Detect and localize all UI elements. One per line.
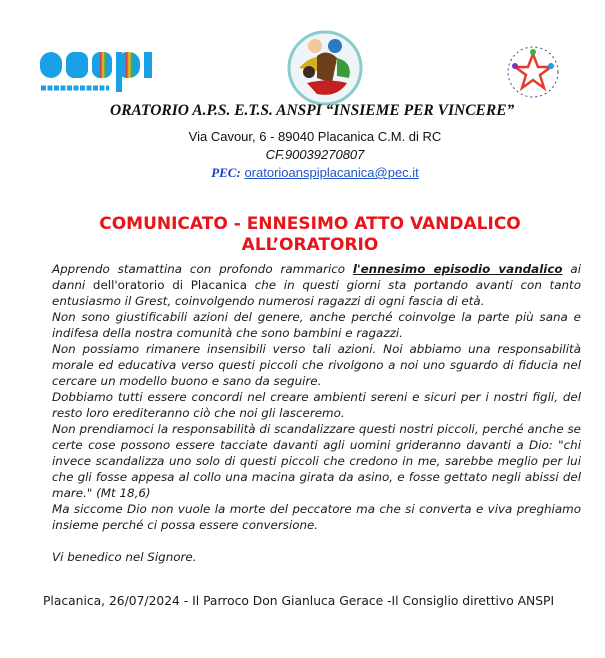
paragraph: Ma siccome Dio non vuole la morte del peccatore ma che si converta e viva preghiamo insieme perché ci possa essere conversione.	[52, 502, 581, 532]
paragraph: Non sono giustificabili azioni del genere, anche perché coinvolge la parte più sana e indifesa della nostra comunità che sono bambini e ragazzi.	[52, 310, 581, 340]
anspi-logo	[38, 44, 158, 96]
title-line-1: COMUNICATO - ENNESIMO ATTO VANDALICO	[99, 214, 521, 234]
pec-line	[150, 165, 480, 181]
paragraph: Dobbiamo tutti essere concordi nel creare ambienti sereni e sicuri per i nostri figli, del resto loro erediteranno ciò che noi gli lasceremo.	[52, 390, 581, 420]
highlighted-phrase: l'ennesimo episodio vandalico	[352, 262, 563, 276]
document-content	[0, 261, 605, 629]
tax-code: CF.90039270807	[265, 147, 365, 162]
pec-email-link[interactable]: oratorioanspiplacanica@pec.it	[244, 165, 419, 180]
closing: Vi benedico nel Signore.	[52, 550, 197, 564]
servizio-civile-logo	[505, 40, 561, 106]
document-title	[60, 214, 560, 256]
pec-label: PEC:	[211, 165, 241, 180]
organization-name: ORATORIO A.P.S. E.T.S. ANSPI “INSIEME PER VINCERE”	[110, 102, 515, 119]
title-line-2: ALL’ORATORIO	[241, 235, 379, 255]
paragraph: Non prendiamoci la responsabilità di scandalizzare questi nostri piccoli, perché anche se certe cose possono essere tacciate davanti agli uomini grideranno davanti a Dio: "chi invece scandalizza uno solo di questi piccoli che credono in me, sarebbe meglio per lui che gli fosse appesa al collo una macina girata da asino, e fosse gettato negli abissi del mare." (Mt 18,6)	[52, 422, 581, 500]
oratorio-logo	[287, 28, 363, 108]
address: Via Cavour, 6 - 89040 Placanica C.M. di RC	[188, 129, 442, 144]
signature-footer: Placanica, 26/07/2024 - Il Parroco Don Gianluca Gerace -Il Consiglio direttivo ANSPI	[43, 594, 555, 608]
document-body	[52, 261, 581, 565]
paragraph: Non possiamo rimanere insensibili verso tali azioni. Noi abbiamo una responsabilità morale ed educativa verso questi piccoli che rivolgono a noi uno sguardo di fiducia nel cercare un modello buono e sano da seguire.	[52, 342, 581, 388]
paragraph: Apprendo stamattina con profondo rammarico l'ennesimo episodio vandalico ai danni dell'oratorio di Placanica che in questi giorni sta portando avanti con tanto entusiasmo il Grest, coinvolgendo numerosi ragazzi di ogni fascia di età.	[52, 262, 581, 308]
